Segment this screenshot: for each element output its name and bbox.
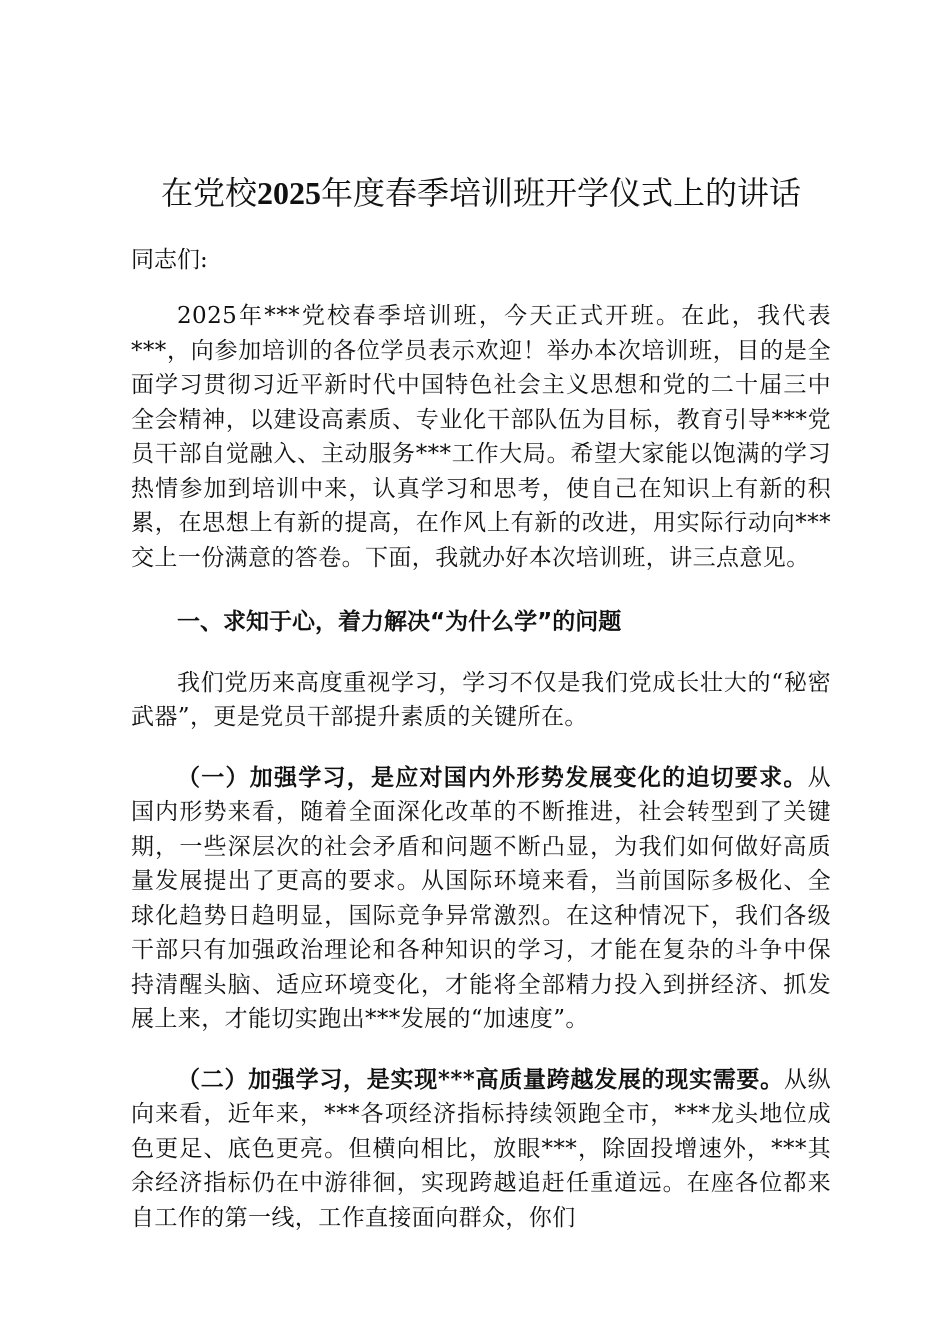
document-title bbox=[131, 168, 831, 218]
greeting: 同志们: bbox=[131, 247, 208, 273]
subsection-2-lead: （二）加强学习，是实现***高质量跨越发展的现实需要。 bbox=[177, 1065, 784, 1093]
title-year: 2025 bbox=[257, 175, 321, 211]
section-heading-1: 一、求知于心，着力解决“为什么学”的问题 bbox=[177, 609, 622, 635]
paragraph-subsection-2 bbox=[131, 1063, 831, 1236]
subsection-1-lead: （一）加强学习，是应对国内外形势发展变化的迫切要求。 bbox=[177, 763, 808, 791]
title-prefix: 在党校 bbox=[160, 174, 257, 212]
subsection-1-body: 从国内形势来看，随着全面深化改革的不断推进，社会转型到了关键期，一些深层次的社会矛盾和问题不断凸显，为我们如何做好高质量发展提出了更高的要求。从国际环境来看，当前国际多极化、全球化趋势日趋明显，国际竞争异常激烈。在这种情况下，我们各级干部只有加强政治理论和各种知识的学习，才能在复杂的斗争中保持清醒头脑、适应环境变化，才能将全部精力投入到拼经济、抓发展上来，才能切实跑出***发展的“加速度”。 bbox=[131, 764, 831, 1032]
document-page bbox=[131, 168, 831, 1235]
subsection-2-body: 从纵向来看，近年来，***各项经济指标持续领跑全市，***龙头地位成色更足、底色更亮。但横向相比，放眼***，除固投增速外，***其余经济指标仍在中游徘徊，实现跨越追赶任重道远。在座各位都来自工作的第一线，工作直接面向群众，你们 bbox=[131, 1066, 831, 1231]
paragraph-opening: 2025年***党校春季培训班，今天正式开班。在此，我代表***，向参加培训的各位学员表示欢迎！举办本次培训班，目的是全面学习贯彻习近平新时代中国特色社会主义思想和党的二十届三中全会精神，以建设高素质、专业化干部队伍为目标，教育引导***党员干部自觉融入、主动服务***工作大局。希望大家能以饱满的学习热情参加到培训中来，认真学习和思考，使自己在知识上有新的积累，在思想上有新的提高，在作风上有新的改进，用实际行动向***交上一份满意的答卷。下面，我就办好本次培训班，讲三点意见。 bbox=[131, 303, 831, 571]
paragraph-subsection-1 bbox=[131, 761, 831, 1037]
title-suffix: 年度春季培训班开学仪式上的讲话 bbox=[321, 174, 802, 212]
paragraph-learning-intro: 我们党历来高度重视学习，学习不仅是我们党成长壮大的“秘密武器”，更是党员干部提升素质的关键所在。 bbox=[131, 669, 831, 730]
